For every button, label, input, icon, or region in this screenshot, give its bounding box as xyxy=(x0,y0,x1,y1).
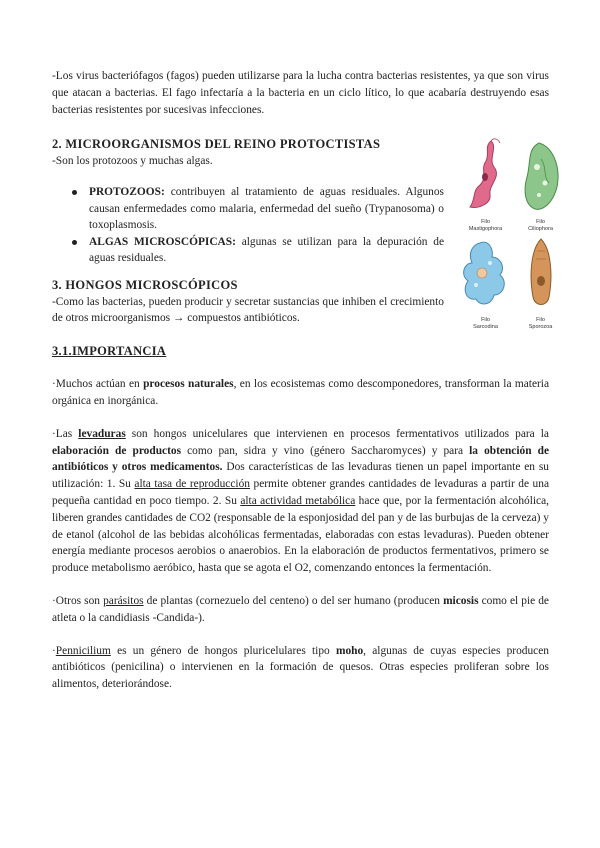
section-2-heading: 2. MICROORGANISMOS DEL REINO PROTOCTISTAS xyxy=(52,137,381,152)
paragraph-parasitos: ·Otros son parásitos de plantas (cornezuelo del centeno) o del ser humano (producen micosis como el pie de atleta o la candidiasis -Candida-). xyxy=(52,595,549,624)
intro-paragraph: -Los virus bacteriófagos (fagos) pueden utilizarse para la lucha contra bacterias resistentes, ya que son virus que atacan a bacterias. El fago infectaría a la bacteria en un ciclo lítico, lo que acabaría destruyendo esas bacterias resistentes por sucesivas infecciones. xyxy=(52,70,549,116)
protozoa-phyla-figure xyxy=(458,137,568,333)
protoctista-list xyxy=(52,184,444,267)
bullet-icon xyxy=(72,240,77,245)
ciliophora-cell: Filo Ciliophora xyxy=(513,137,568,235)
list-item: PROTOZOOS: contribuyen al tratamiento de aguas residuales. Algunos causan enfermedades como malaria, enfermedad del sueño (Trypanosoma) o toxoplasmosis. xyxy=(52,184,444,234)
section-3-heading: 3. HONGOS MICROSCÓPICOS xyxy=(52,277,238,292)
mastigophora-cell: Filo Mastigophora xyxy=(458,137,513,235)
sporozoa-illustration xyxy=(513,235,568,317)
bullet-icon xyxy=(72,190,77,195)
section-2-subtitle: -Son los protozoos y muchas algas. xyxy=(52,155,213,168)
ciliophora-illustration xyxy=(513,137,568,219)
mastigophora-illustration xyxy=(458,137,513,219)
sarcodina-cell: Filo Sarcodina xyxy=(458,235,513,333)
sarcodina-illustration xyxy=(458,235,513,317)
paragraph-levaduras: ·Las levaduras son hongos unicelulares que intervienen en procesos fermentativos utilizados para la elaboración de productos como pan, sidra y vino (género Saccharomyces) y para la obtención de antibióticos y otros medicamentos. Dos características de las levaduras tienen un papel importante en su utilización: 1. Su alta tasa de reproducción permite obtener grandes cantidades de levaduras a partir de una pequeña cantidad en poco tiempo. 2. Su alta actividad metabólica hace que, por la fermentación alcohólica, liberen grandes cantidades de CO2 (responsable de la esponjosidad del pan y de las burbujas de la cerveza) y de etanol (alcohol de las bebidas alcohólicas fermentadas, elaboradas con estas levaduras). Pueden obtener energía mediante procesos aerobios o anaerobios. En la elaboración de productos fermentativos, primero se produce metabolismo aeróbico, hasta que se agota el O2, comenzando entonces la fermentación. xyxy=(52,427,550,575)
paragraph-procesos-naturales: ·Muchos actúan en procesos naturales, en los ecosistemas como descomponedores, transforman la materia orgánica en inorgánica. xyxy=(52,378,550,408)
section-3-text: -Como las bacterias, pueden producir y secretar sustancias que inhiben el crecimiento de otros microorganismos → compuestos antibióticos. xyxy=(52,295,444,325)
paragraph-pennicilium: ·Pennicilium es un género de hongos pluricelulares tipo moho, algunas de cuyas especies producen antibióticos (penicilina) o intervienen en la formación de quesos. Otras especies proliferan sobre los alimentos, deteriorándose. xyxy=(52,644,549,691)
list-item: ALGAS MICROSCÓPICAS: algunas se utilizan para la depuración de aguas residuales. xyxy=(52,234,444,267)
section-3-1-heading: 3.1.IMPORTANCIA xyxy=(52,344,167,359)
sporozoa-cell: Filo Sporozoa xyxy=(513,235,568,333)
